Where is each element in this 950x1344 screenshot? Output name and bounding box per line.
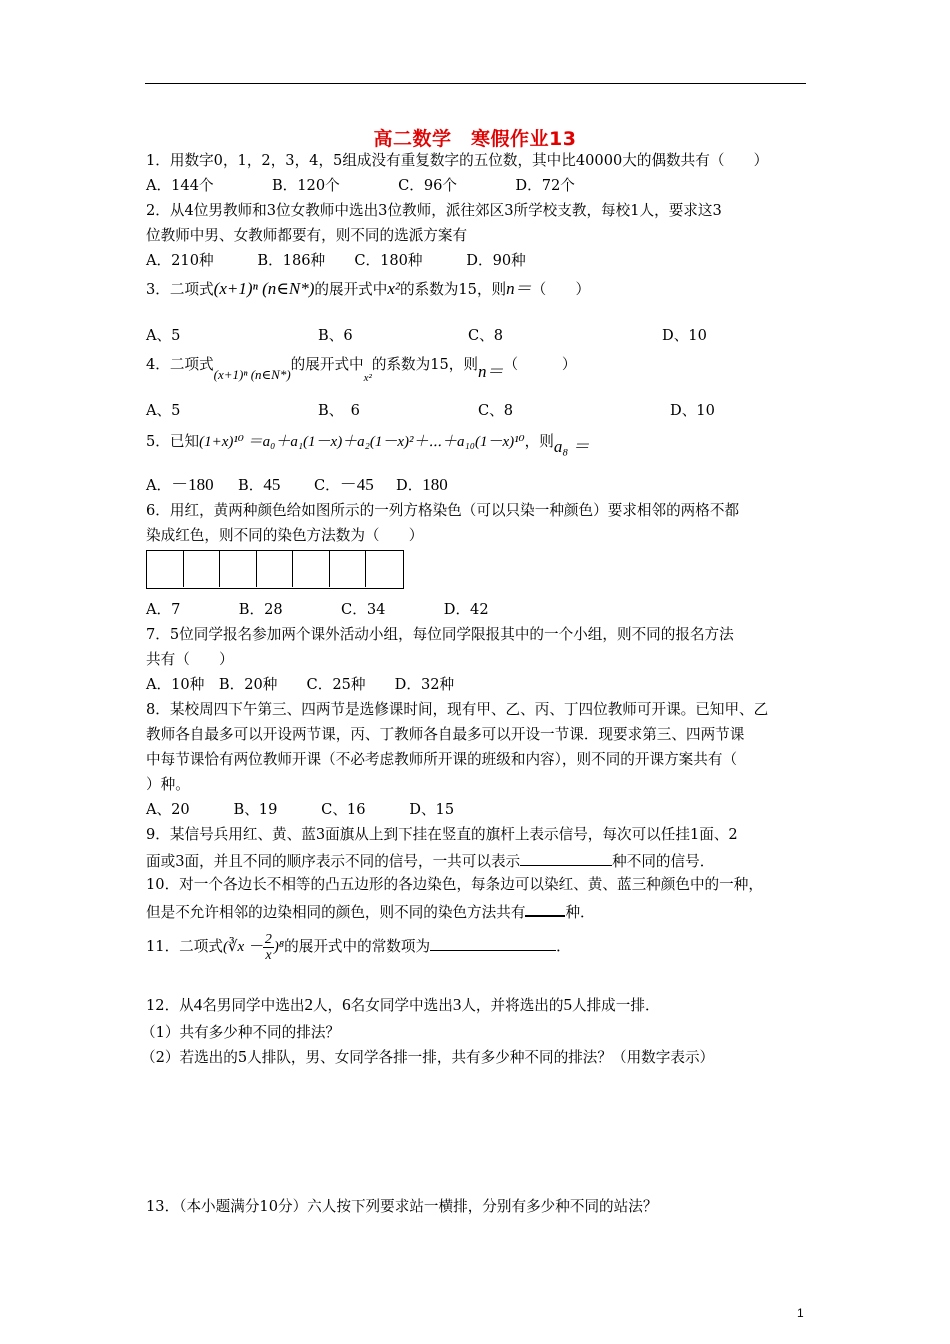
q5-options <box>146 476 214 495</box>
q4-suffix: 的系数为15，则 <box>371 356 478 373</box>
q5-opt-c: －45 <box>339 475 374 494</box>
grid-cell <box>293 551 330 587</box>
q11-suffix: 的展开式中的常数项为 <box>284 938 431 955</box>
q4-x2: x² <box>363 372 372 384</box>
q3-opt-a: A、5 <box>146 327 181 344</box>
grid-cell <box>184 551 221 587</box>
q10-stem-line1: 10．对一个各边长不相等的凸五边形的各边染色，每条边可以染红、黄、蓝三种颜色中的一种， <box>146 876 763 893</box>
q3-opt-b: B、6 <box>318 327 353 344</box>
q6-stem-line2: 染成红色，则不同的染色方法数为（ ） <box>146 527 424 544</box>
page-number: 1 <box>797 1306 804 1320</box>
q4-stem <box>146 356 576 387</box>
q5-opt-b-label: B． <box>238 477 264 494</box>
q3-mid: 的展开式中 <box>314 281 388 298</box>
grid-cell <box>147 551 184 587</box>
q12-num-3: 6 <box>342 995 351 1014</box>
q3-stem <box>146 280 590 299</box>
q8-options: A、20 B、19 C、16 D、15 <box>146 801 455 818</box>
q3-opt-d: D、10 <box>662 327 707 344</box>
q12-text-c: 人， <box>312 997 343 1014</box>
q11-numerator: 2 <box>264 931 272 947</box>
q11-end: ． <box>556 938 571 955</box>
q3-n-eq: n＝ <box>506 279 532 298</box>
q4-n-eq: n＝ <box>477 362 504 381</box>
q11-formula-b: )⁸ <box>273 939 285 955</box>
q4-prefix: 4．二项式 <box>146 356 214 373</box>
q5-opt-d-group <box>396 476 448 495</box>
q5-opt-b-group <box>238 476 280 495</box>
q9-text-b: 种不同的信号． <box>612 853 715 870</box>
q12-sub2: （2）若选出的5人排队，男、女同学各排一排，共有多少种不同的排法？（用数字表示） <box>141 1049 715 1066</box>
q12-text-b: 名男同学中选出 <box>202 997 305 1014</box>
q11-prefix: 11．二项式 <box>146 938 223 955</box>
header-rule <box>145 83 806 84</box>
q3-x2: x² <box>387 279 401 298</box>
q11-formula-a: (∛x － <box>222 939 263 955</box>
q4-formula: (x+1)ⁿ (n∈N*) <box>213 367 291 382</box>
q7-stem-line1: 7．5位同学报名参加两个课外活动小组，每位同学限报其中的一个小组，则不同的报名方法 <box>146 626 734 643</box>
q3-formula: (x+1)ⁿ (n∈N*) <box>213 279 315 298</box>
q12-stem <box>146 996 660 1015</box>
q10-text-a: 但是不允许相邻的边染相同的颜色，则不同的染色方法共有 <box>146 904 526 921</box>
q9-stem-line2 <box>146 851 714 871</box>
q13-stem: 13．（本小题满分10分）六人按下列要求站一横排，分别有多少种不同的站法？ <box>146 1198 658 1215</box>
q7-options: A．10种 B．20种 C．25种 D．32种 <box>146 676 455 693</box>
q3-opt-c: C、8 <box>468 327 504 344</box>
q5-formula: (1+x)¹⁰ ＝a₀＋a₁(1－x)＋a₂(1－x)²＋⋯＋a₁₀(1－x)¹⁰ <box>199 434 525 450</box>
q5-stem <box>146 433 590 456</box>
q12-text-f: 人排成一排． <box>571 997 660 1014</box>
q4-opt-c: C、8 <box>478 402 514 419</box>
coloring-grid <box>146 550 404 589</box>
q8-stem-line2: 教师各自最多可以开设两节课，丙、丁教师各自最多可以开设一节课．现要求第三、四两节课 <box>146 726 745 743</box>
q12-text-a: 12．从 <box>146 997 194 1014</box>
q8-stem-line1: 8．某校周四下午第三、四两节是选修课时间，现有甲、乙、丙、丁四位教师可开课。已知甲、乙 <box>146 701 769 718</box>
q2-options: A．210种 B．186种 C．180种 D．90种 <box>146 252 526 269</box>
q5-opt-b: 45 <box>263 475 281 494</box>
q12-num-4: 3 <box>452 995 462 1014</box>
q5-opt-c-group <box>314 476 374 495</box>
q12-text-d: 名女同学中选出 <box>350 997 453 1014</box>
q5-opt-d-label: D． <box>396 477 423 494</box>
q3-paren: （ ） <box>531 281 591 298</box>
q1-options: A．144个 B．120个 C．96个 D．72个 <box>146 177 575 194</box>
q12-num-2: 2 <box>304 995 313 1014</box>
q8-stem-line4: ）种。 <box>146 776 190 793</box>
q5-opt-d: 180 <box>422 475 448 494</box>
q8-stem-line3: 中每节课恰有两位教师开课（不必考虑教师所开课的班级和内容），则不同的开课方案共有（ <box>146 751 738 768</box>
q9-stem-line1: 9．某信号兵用红、黄、蓝3面旗从上到下挂在竖直的旗杆上表示信号，每次可以任挂1面、2 <box>146 826 738 843</box>
q6-options: A．7 B．28 C．34 D．42 <box>146 601 489 618</box>
q12-num-1: 4 <box>193 995 203 1014</box>
q12-num-5: 5 <box>563 995 572 1014</box>
q10-text-b: 种． <box>565 904 595 921</box>
q4-opt-d: D、10 <box>670 402 715 419</box>
q11-stem <box>146 930 571 964</box>
q5-prefix: 5．已知 <box>146 433 200 450</box>
q5-opt-a: －180 <box>171 475 214 494</box>
q11-denominator: x <box>265 947 272 963</box>
grid-cell <box>257 551 294 587</box>
q7-stem-line2: 共有（ ） <box>146 651 234 668</box>
q5-suffix: ，则 <box>524 433 554 450</box>
q2-stem-line1: 2．从4位男教师和3位女教师中选出3位教师，派往郊区3所学校支教，每校1人，要求这3 <box>146 202 722 219</box>
q9-text-a: 面或3面，并且不同的顺序表示不同的信号，一共可以表示 <box>146 853 521 870</box>
q5-opt-c-label: C． <box>314 477 340 494</box>
page-title: 高二数学 寒假作业13 <box>373 128 577 150</box>
q3-options <box>146 327 180 345</box>
q4-opt-a: A、5 <box>146 402 181 419</box>
q12-sub1: （1）共有多少种不同的排法？ <box>141 1024 341 1041</box>
grid-cell <box>220 551 257 587</box>
q1-stem: 1．用数字0，1，2，3，4，5组成没有重复数字的五位数，其中比40000大的偶数共有（ ） <box>146 152 769 169</box>
q6-stem-line1: 6．用红，黄两种颜色给如图所示的一列方格染色（可以只染一种颜色）要求相邻的两格不都 <box>146 502 740 519</box>
grid-cell <box>330 551 367 587</box>
q4-paren: （ ） <box>503 356 577 373</box>
q9-answer-blank <box>520 851 612 866</box>
q3-prefix: 3．二项式 <box>146 281 214 298</box>
q11-answer-blank <box>430 936 556 951</box>
q12-text-e: 人，并将选出的 <box>461 997 564 1014</box>
grid-cell <box>366 551 403 587</box>
q3-suffix: 的系数为15，则 <box>400 281 507 298</box>
q11-fraction <box>263 932 274 963</box>
q10-stem-line2 <box>146 901 595 922</box>
q2-stem-line2: 位教师中男、女教师都要有，则不同的选派方案有 <box>146 227 468 244</box>
q10-answer-blank <box>525 901 565 917</box>
q4-mid: 的展开式中 <box>290 356 364 373</box>
q5-target: a₈ ＝ <box>553 437 590 456</box>
q4-opt-b: B、 6 <box>318 402 360 419</box>
q5-opt-a-label: A． <box>146 477 172 494</box>
